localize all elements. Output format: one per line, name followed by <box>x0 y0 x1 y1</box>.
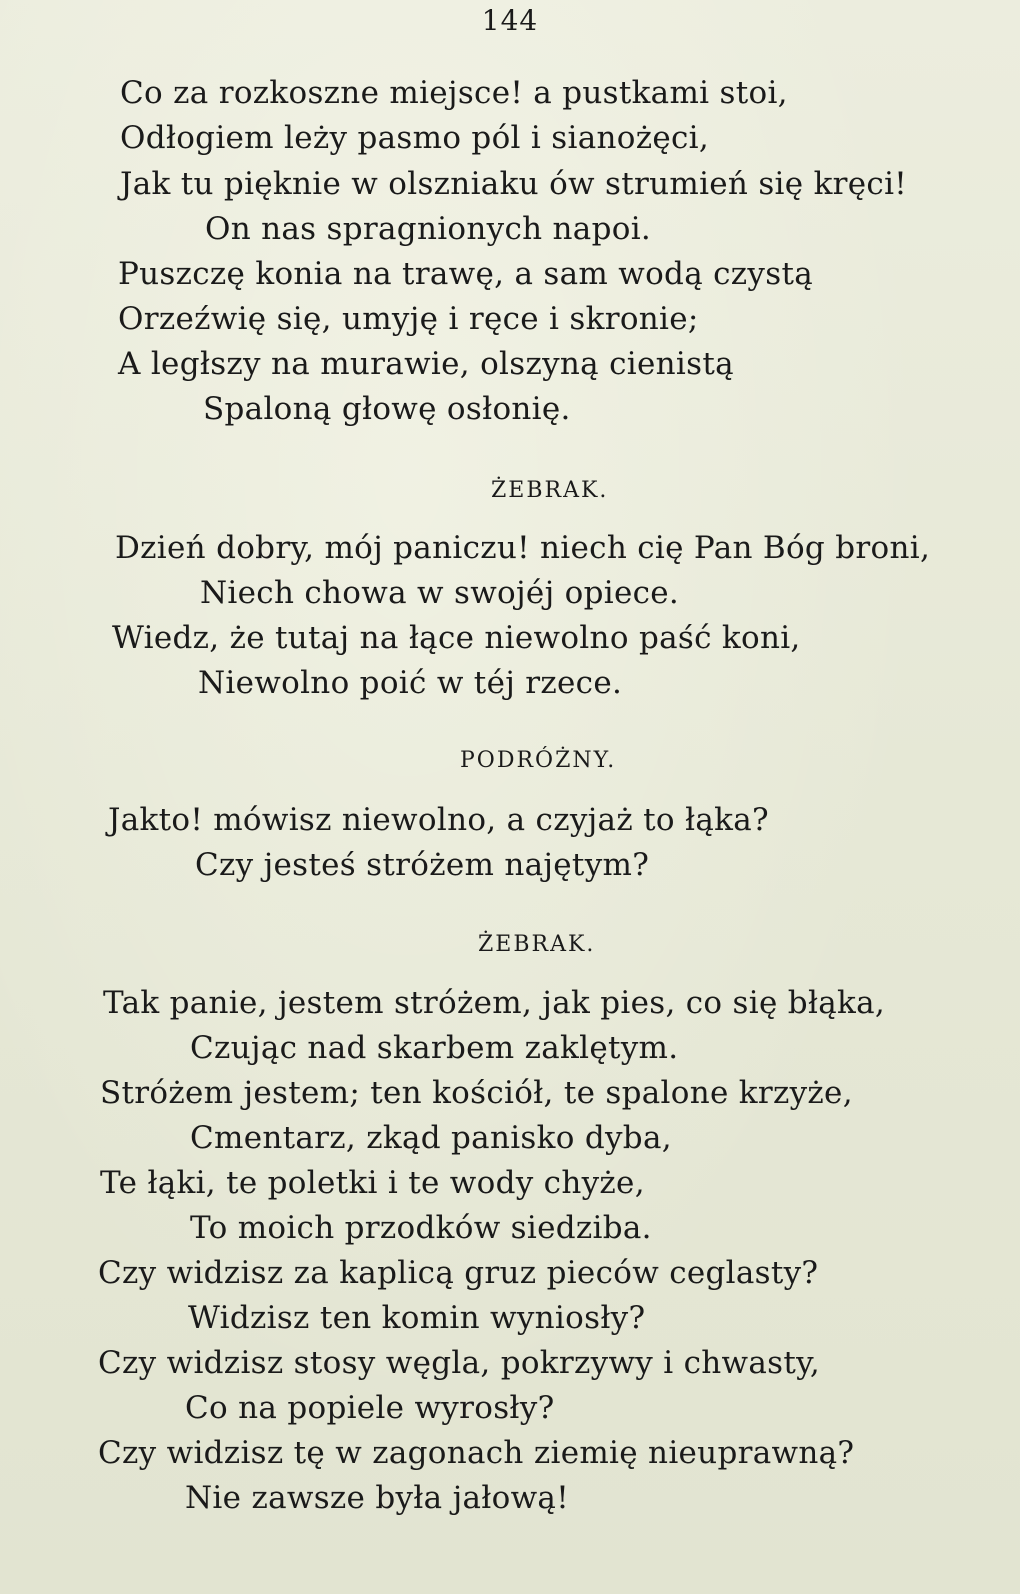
verse-line: Dzień dobry, mój paniczu! niech cię Pan Bóg broni, <box>115 530 931 566</box>
verse-line: Czy widzisz za kaplicą gruz pieców ceglasty? <box>98 1255 819 1291</box>
verse-line: Spaloną głowę osłonię. <box>203 391 571 427</box>
verse-line: Niewolno poić w téj rzece. <box>198 665 623 701</box>
page-number: 144 <box>481 4 539 37</box>
verse-line: Te łąki, te poletki i te wody chyże, <box>100 1165 645 1201</box>
verse-line: Wiedz, że tutaj na łące niewolno paść koni, <box>112 620 801 656</box>
verse-line: Nie zawsze była jałową! <box>185 1480 569 1516</box>
verse-line: Czy widzisz stosy węgla, pokrzywy i chwasty, <box>98 1345 820 1381</box>
verse-line: Jak tu pięknie w olszniaku ów strumień się kręci! <box>120 166 908 202</box>
verse-line: Czując nad skarbem zaklętym. <box>190 1030 679 1066</box>
verse-line: Niech chowa w swojéj opiece. <box>200 575 680 611</box>
speaker-heading: ŻEBRAK. <box>491 478 609 503</box>
verse-line: Puszczę konia na trawę, a sam wodą czystą <box>118 256 813 292</box>
verse-line: On nas spragnionych napoi. <box>205 211 652 247</box>
verse-line: Tak panie, jestem stróżem, jak pies, co się błąka, <box>103 985 886 1021</box>
verse-line: Jakto! mówisz niewolno, a czyjaż to łąka? <box>108 802 769 838</box>
verse-line: Cmentarz, zkąd panisko dyba, <box>190 1120 672 1156</box>
verse-line: Czy jesteś stróżem najętym? <box>195 847 650 883</box>
verse-line: Widzisz ten komin wyniosły? <box>188 1300 646 1336</box>
verse-line: To moich przodków siedziba. <box>190 1210 652 1246</box>
verse-line: A ległszy na murawie, olszyną cienistą <box>118 346 734 382</box>
verse-line: Co za rozkoszne miejsce! a pustkami stoi, <box>120 75 788 111</box>
verse-line: Orzeźwię się, umyję i ręce i skronie; <box>118 301 699 337</box>
verse-line: Stróżem jestem; ten kościół, te spalone krzyże, <box>100 1075 853 1111</box>
speaker-heading: ŻEBRAK. <box>478 932 596 957</box>
verse-line: Odłogiem leży pasmo pól i sianożęci, <box>120 120 710 156</box>
speaker-heading: PODRÓŻNY. <box>460 748 617 773</box>
verse-line: Co na popiele wyrosły? <box>185 1390 555 1426</box>
verse-line: Czy widzisz tę w zagonach ziemię nieuprawną? <box>98 1435 855 1471</box>
